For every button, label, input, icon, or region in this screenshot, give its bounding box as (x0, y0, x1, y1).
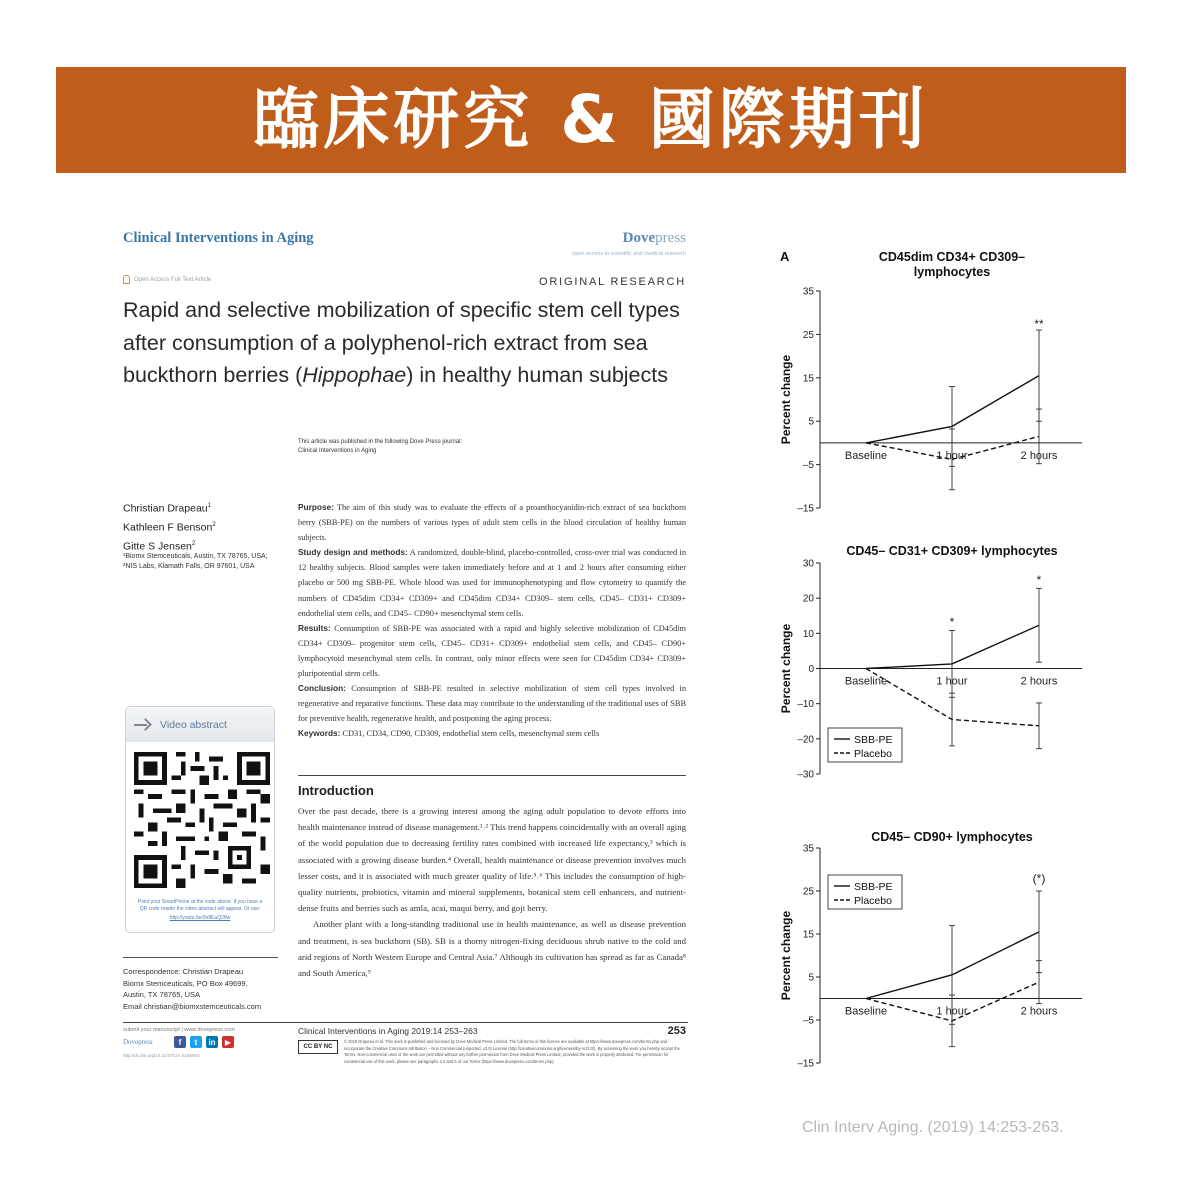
y-tick-label: 35 (802, 843, 814, 855)
author-name: Gitte S Jensen$^2$ (123, 540, 196, 553)
y-tick-label: 15 (802, 373, 814, 385)
author-name: Christian Drapeau$^1$ (123, 502, 211, 515)
article-title: Rapid and selective mobilization of specific stem cell types after consumption of a polyphenol-rich extract from sea buckthorn berries (Hippophae) in healthy human subjects (123, 298, 680, 387)
title-banner (56, 67, 1126, 173)
y-tick-label: –10 (797, 699, 814, 711)
y-tick-label: –20 (797, 734, 814, 746)
social-icons (174, 1036, 234, 1048)
y-tick-label: –5 (802, 460, 814, 472)
series-line-sbb-pe (866, 376, 1039, 443)
chart-3 (779, 830, 1082, 1070)
divider (298, 775, 686, 776)
chart-title: CD45dim CD34+ CD309– (878, 250, 1026, 264)
x-tick-label: 1 hour (936, 449, 968, 462)
qr-instructions: Point your SmartPhone at the code above. If you have a QR code reader the video abstract will appear. Or use: (137, 899, 263, 912)
abstract (298, 500, 686, 742)
y-tick-label: 5 (808, 972, 814, 984)
chart-title: CD45– CD90+ lymphocytes (871, 830, 1033, 844)
twitter-icon[interactable]: t (190, 1036, 202, 1048)
journal-citation: Clinical Interventions in Aging 2019:14 253–263 (298, 1026, 478, 1036)
publisher-logo-small: Dovepress (123, 1038, 153, 1046)
arrow-right-icon (134, 720, 152, 730)
significance-marker: * (949, 615, 955, 630)
series-line-sbb-pe (866, 625, 1039, 668)
y-tick-label: 0 (808, 664, 814, 675)
chart-title: lymphocytes (913, 265, 991, 279)
video-abstract-header[interactable] (126, 707, 274, 742)
y-tick-label: 5 (808, 416, 814, 428)
qr-code[interactable] (134, 752, 270, 888)
line-charts (760, 235, 1120, 1080)
paper-page (116, 222, 698, 1082)
y-tick-label: 30 (802, 558, 814, 570)
y-tick-label: –15 (797, 503, 814, 515)
significance-marker: ** (1034, 317, 1044, 332)
abstract-design: Study design and methods: A randomized, double-blind, placebo-controlled, cross-over trial was conducted in 12 healthy subjects. Blood samples were taken immediately before and at 1 and 2 hours after consuming either placebo or 500 mg SBB-PE. Whole blood was used for immunophenotyping and flow cytometry to quantify the numbers of CD45dim CD34+ CD309+ and CD45dim CD34+ CD309– stem cells, CD45– CD31+ CD309+ endothelial stem cells, and CD45– CD90+ mesenchymal stem cells. (298, 547, 686, 618)
source-citation: Clin Interv Aging. (2019) 14:253-263. (802, 1119, 1064, 1136)
article-type: ORIGINAL RESEARCH (539, 276, 686, 288)
youtube-icon[interactable]: ▶ (222, 1036, 234, 1048)
y-axis-label: Percent change (779, 623, 793, 714)
y-tick-label: 25 (802, 886, 814, 898)
x-tick-label: 1 hour (936, 675, 968, 688)
y-tick-label: –30 (797, 769, 814, 781)
x-tick-label: Baseline (844, 449, 888, 462)
y-tick-label: 10 (802, 628, 814, 640)
cc-license-icon: CC BY NC (298, 1040, 338, 1054)
y-tick-label: –15 (797, 1058, 814, 1070)
y-axis-label: Percent change (779, 910, 793, 1001)
y-axis-label: Percent change (779, 354, 793, 445)
publisher-tagline: open access to scientific and medical research (572, 251, 686, 257)
introduction-text: Over the past decade, there is a growing interest among the aging adult population to devote efforts into health maintenance instead of disease management.¹˒² This trend happens coincidentally with an overall aging of the world population due to decreasing fertility rates combined with increased life expectancy,³ which is associated with a growing disease burden.⁴ Overall, health maintenance or disease prevention involves much lesser costs, and it is associated with much greater quality of life.⁵˒⁶ This includes the consumption of high-quality nutrients, probiotics, vitamin and mineral supplements, botanical stem cell enhancers, and nutrient-dense fruits and berries such as amla, acai, maqui berry, and goji berry. Another plant with a long-standing traditional use in health maintenance, as well as disease prevention and treatment, is sea buckthorn (SB). SB is a thorny nitrogen-fixing deciduous shrub native to the cold and arid regions of North Western Europe and Central Asia.⁷ Although its cultivation has spread as far as Canada⁸ and South America,⁹ (298, 806, 686, 979)
x-tick-label: 1 hour (936, 1005, 968, 1018)
page-number: 253 (667, 1025, 686, 1037)
series-line-sbb-pe (866, 932, 1039, 999)
significance-marker: * (1036, 572, 1042, 587)
video-abstract-box[interactable] (125, 706, 275, 933)
correspondence: Correspondence: Christian Drapeau Biomx Stemceuticals, PO Box 49699, Austin, TX 78765, USA Email christian@biomxstemceuticals.com (123, 967, 262, 1011)
panel-label: A (780, 249, 790, 264)
y-tick-label: 15 (802, 929, 814, 941)
x-tick-label: 2 hours (1020, 449, 1058, 462)
legend-label: SBB-PE (854, 734, 893, 746)
video-abstract-label: Video abstract (160, 718, 227, 731)
banner-title: 臨床研究 & 國際期刊 (253, 81, 929, 158)
x-tick-label: 2 hours (1020, 1005, 1058, 1018)
legend-label: Placebo (854, 895, 892, 907)
facebook-icon[interactable]: f (174, 1036, 186, 1048)
y-tick-label: 35 (802, 286, 814, 298)
section-heading: Introduction (298, 783, 374, 798)
author-list (123, 498, 216, 555)
doi-link[interactable]: http://dx.doi.org/10.2147/CIA.S186893 (123, 1053, 200, 1058)
x-tick-label: Baseline (844, 675, 888, 688)
significance-marker: (*) (1032, 871, 1046, 886)
chart-2 (779, 544, 1082, 781)
license-text: © 2019 Drapeau et al. This work is published and licensed by Dove Medical Press Limited. The full terms of this license are available at https://www.dovepress.com/terms.php and incorporate the Creative Commons Attribution – Non Commercial (unported, v3.0) License (http://creativecommons.org/licenses/by-nc/3.0/). By accessing the work you hereby accept the Terms. Non-commercial uses of the work are permitted without any further permission from Dove Medical Press Limited, provided the work is properly attributed. For permission for commercial use of this work, please see paragraphs 4.2 and 5 of our Terms (https://www.dovepress.com/terms.php). (344, 1039, 680, 1064)
y-tick-label: –5 (802, 1015, 814, 1027)
publication-note: This article was published in the following Dove Press journal: Clinical Interventions in Aging (298, 439, 463, 454)
publisher-logo: Dovepress (622, 230, 686, 246)
journal-name: Clinical Interventions in Aging (123, 230, 314, 246)
x-tick-label: Baseline (844, 1005, 888, 1018)
video-link[interactable]: http://youtu.be/0n8EuQ2Ifw (169, 915, 231, 921)
affiliations: ¹Biomx Stemceuticals, Austin, TX 78765, USA; ²NIS Labs, Klamath Falls, OR 97601, USA (123, 553, 268, 570)
divider (123, 1022, 688, 1023)
linkedin-icon[interactable]: in (206, 1036, 218, 1048)
x-tick-label: 2 hours (1020, 675, 1058, 688)
submit-manuscript-link[interactable]: submit your manuscript | www.dovepress.com (123, 1027, 235, 1033)
abstract-keywords: Keywords: CD31, CD34, CD90, CD309, endothelial stem cells, mesenchymal stem cells (298, 728, 600, 739)
author-name: Kathleen F Benson$^2$ (123, 521, 216, 534)
abstract-conclusion: Conclusion: Consumption of SBB-PE resulted in selective mobilization of stem cell types involved in regenerative and reparative functions. These data may contribute to the understanding of the traditional uses of SBB for preventive health, regenerative health, and postponing the aging process. (298, 683, 686, 724)
charts-panel (760, 235, 1120, 1080)
y-tick-label: 20 (802, 593, 814, 605)
chart-title: CD45– CD31+ CD309+ lymphocytes (846, 544, 1058, 558)
y-tick-label: 25 (802, 329, 814, 341)
legend-label: SBB-PE (854, 881, 893, 893)
abstract-purpose: Purpose: The aim of this study was to evaluate the effects of a proanthocyanidin-rich extract of sea buckthorn berry (SBB-PE) on the numbers of various types of adult stem cells in the blood circulation of healthy human subjects. (298, 502, 686, 543)
legend-label: Placebo (854, 748, 892, 760)
abstract-results: Results: Consumption of SBB-PE was associated with a rapid and highly selective mobilization of CD45dim CD34+ CD309– progenitor stem cells, CD45– CD31+ CD309+ endothelial stem cells, and CD45– CD90+ lymphocytoid mesenchymal stem cells. In contrast, only minor effects were seen for CD45dim CD34+ CD309+ pluripotential stem cells. (298, 622, 686, 679)
open-access-lock-icon (123, 275, 130, 284)
chart-1 (779, 249, 1082, 515)
divider (123, 957, 278, 958)
open-access-label: Open Access Full Text Article (123, 275, 211, 284)
